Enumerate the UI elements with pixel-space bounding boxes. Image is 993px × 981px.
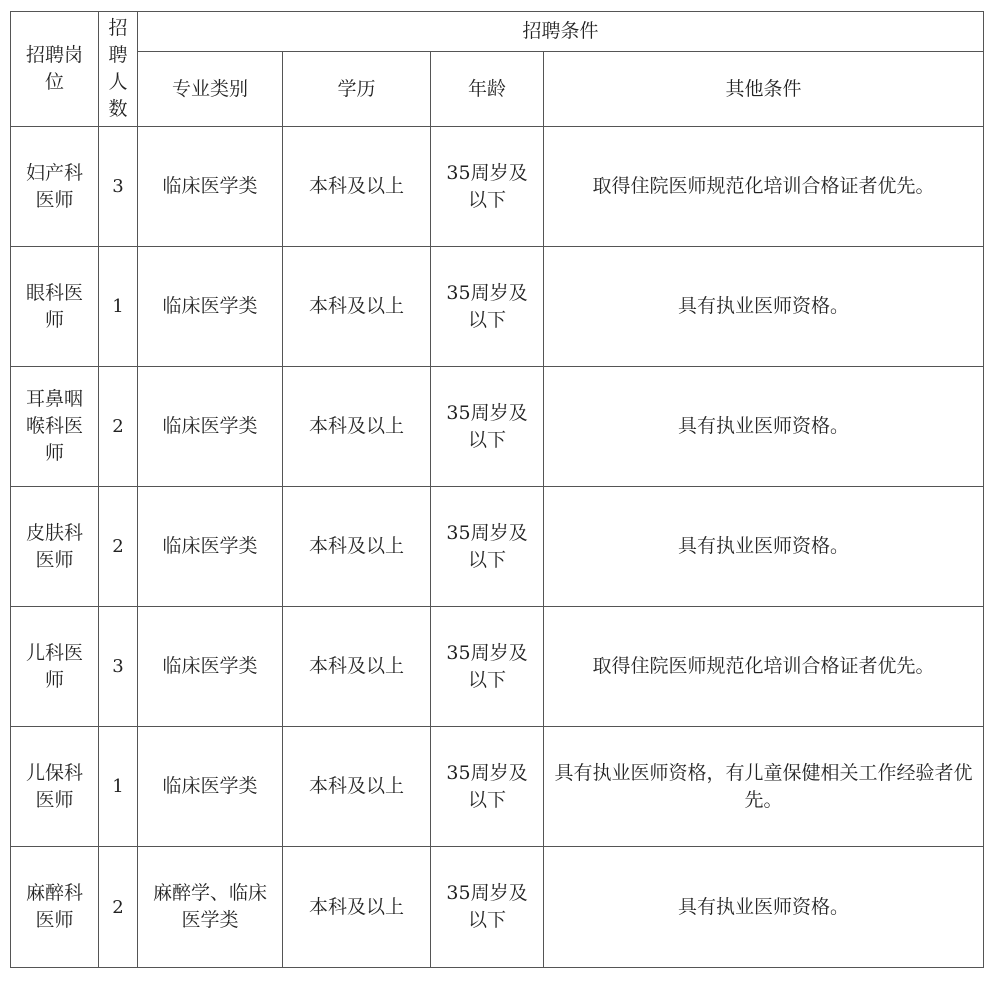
cell-other: 具有执业医师资格。 xyxy=(544,367,984,487)
cell-position: 儿科医师 xyxy=(11,607,99,727)
table-row xyxy=(11,367,984,487)
cell-other: 取得住院医师规范化培训合格证者优先。 xyxy=(544,127,984,247)
cell-major: 临床医学类 xyxy=(138,367,283,487)
cell-age: 35周岁及以下 xyxy=(431,487,544,607)
cell-education: 本科及以上 xyxy=(283,367,431,487)
cell-count: 3 xyxy=(99,607,138,727)
cell-count: 1 xyxy=(99,727,138,847)
cell-major: 临床医学类 xyxy=(138,247,283,367)
cell-education: 本科及以上 xyxy=(283,607,431,727)
cell-education: 本科及以上 xyxy=(283,127,431,247)
header-education: 学历 xyxy=(283,52,431,127)
cell-other: 具有执业医师资格。 xyxy=(544,247,984,367)
table-row xyxy=(11,607,984,727)
cell-position: 耳鼻咽喉科医师 xyxy=(11,367,99,487)
cell-education: 本科及以上 xyxy=(283,247,431,367)
cell-position: 妇产科医师 xyxy=(11,127,99,247)
header-major: 专业类别 xyxy=(138,52,283,127)
cell-count: 2 xyxy=(99,367,138,487)
cell-age: 35周岁及以下 xyxy=(431,607,544,727)
table-row xyxy=(11,127,984,247)
cell-major: 临床医学类 xyxy=(138,727,283,847)
cell-count: 3 xyxy=(99,127,138,247)
cell-education: 本科及以上 xyxy=(283,847,431,968)
header-position: 招聘岗位 xyxy=(11,12,99,127)
cell-count: 2 xyxy=(99,847,138,968)
table-row xyxy=(11,247,984,367)
cell-age: 35周岁及以下 xyxy=(431,727,544,847)
cell-position: 麻醉科医师 xyxy=(11,847,99,968)
recruitment-table xyxy=(10,11,984,968)
cell-position: 皮肤科医师 xyxy=(11,487,99,607)
cell-education: 本科及以上 xyxy=(283,727,431,847)
cell-age: 35周岁及以下 xyxy=(431,127,544,247)
cell-major: 临床医学类 xyxy=(138,127,283,247)
cell-other: 具有执业医师资格，有儿童保健相关工作经验者优先。 xyxy=(544,727,984,847)
cell-position: 眼科医师 xyxy=(11,247,99,367)
cell-count: 1 xyxy=(99,247,138,367)
cell-other: 具有执业医师资格。 xyxy=(544,847,984,968)
cell-count: 2 xyxy=(99,487,138,607)
header-other: 其他条件 xyxy=(544,52,984,127)
cell-age: 35周岁及以下 xyxy=(431,247,544,367)
cell-age: 35周岁及以下 xyxy=(431,367,544,487)
cell-other: 具有执业医师资格。 xyxy=(544,487,984,607)
table-row xyxy=(11,847,984,968)
cell-major: 麻醉学、临床医学类 xyxy=(138,847,283,968)
cell-education: 本科及以上 xyxy=(283,487,431,607)
header-count: 招聘人数 xyxy=(99,12,138,127)
cell-position: 儿保科医师 xyxy=(11,727,99,847)
cell-major: 临床医学类 xyxy=(138,487,283,607)
header-age: 年龄 xyxy=(431,52,544,127)
header-conditions: 招聘条件 xyxy=(138,12,984,52)
cell-age: 35周岁及以下 xyxy=(431,847,544,968)
cell-other: 取得住院医师规范化培训合格证者优先。 xyxy=(544,607,984,727)
table-row xyxy=(11,727,984,847)
table-row xyxy=(11,487,984,607)
cell-major: 临床医学类 xyxy=(138,607,283,727)
